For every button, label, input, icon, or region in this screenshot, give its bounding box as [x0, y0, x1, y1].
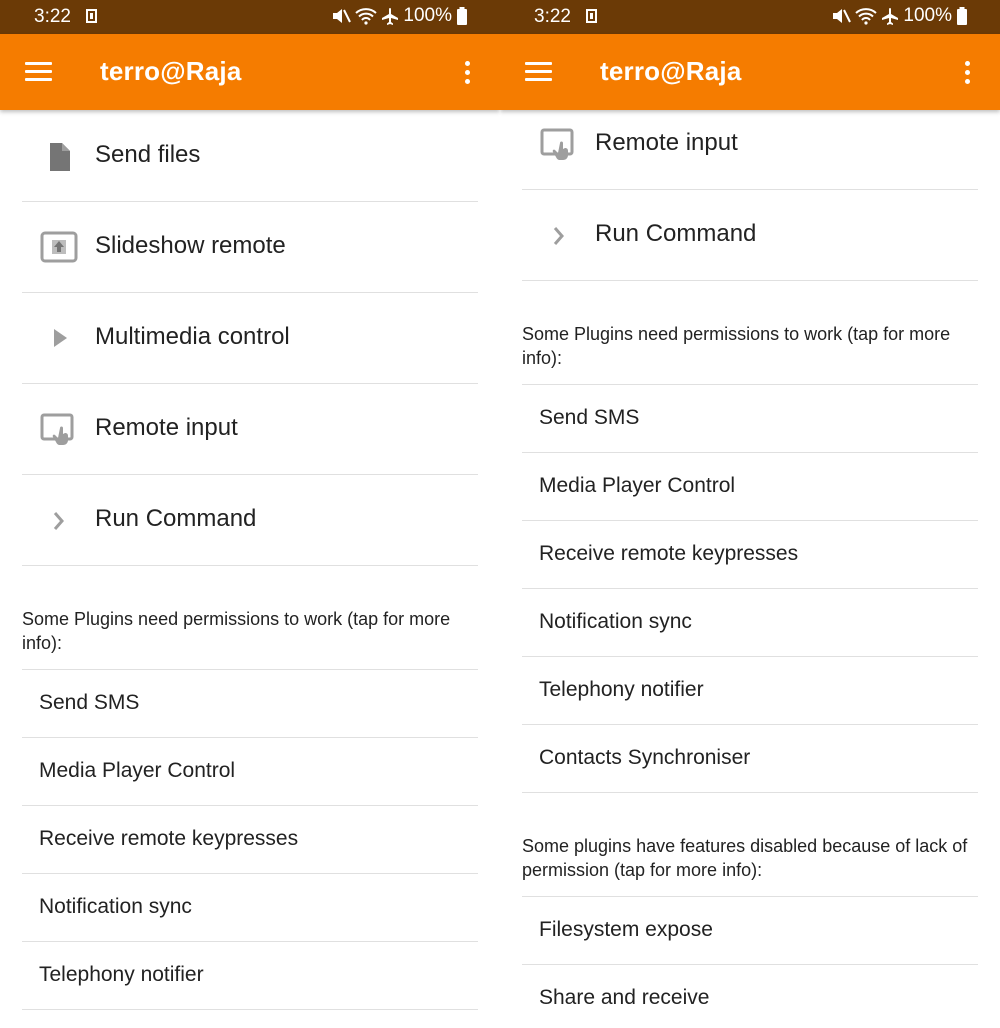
- plugin-send-files[interactable]: [22, 111, 478, 202]
- permission-item[interactable]: [522, 453, 978, 521]
- permission-label: Notification sync: [539, 610, 692, 633]
- menu-icon[interactable]: [525, 62, 552, 82]
- right-screen: [500, 0, 1000, 1028]
- permission-label: Receive remote keypresses: [539, 542, 799, 565]
- disabled-features-note[interactable]: Some plugins have features disabled because of lack of permission (tap for more info):: [522, 793, 978, 897]
- permissions-note[interactable]: Some Plugins need permissions to work (tap for more info):: [522, 281, 978, 385]
- airplane-mode-icon: [881, 7, 899, 25]
- plugin-remote-input[interactable]: [522, 99, 978, 190]
- permission-label: Contacts Synchroniser: [539, 746, 751, 769]
- plugin-list: [522, 99, 978, 1028]
- touchpad-icon: [40, 412, 78, 448]
- device-title: terro@Raja: [100, 56, 242, 86]
- disabled-feature-label: Share and receive: [539, 986, 710, 1009]
- battery-icon: [456, 7, 468, 25]
- permission-item[interactable]: [522, 657, 978, 725]
- chevron-right-icon: [40, 503, 78, 539]
- more-options-icon[interactable]: [463, 61, 471, 85]
- touchpad-icon: [540, 127, 578, 163]
- plugin-remote-input[interactable]: [22, 384, 478, 475]
- slideshow-icon: [40, 230, 78, 266]
- status-bar: [0, 0, 500, 34]
- file-icon: [40, 139, 78, 175]
- status-bar: [500, 0, 1000, 34]
- battery-percent: 100%: [403, 5, 452, 26]
- permission-item[interactable]: [22, 738, 478, 806]
- plugin-multimedia-control[interactable]: [22, 293, 478, 384]
- permission-item[interactable]: [22, 874, 478, 942]
- plugin-label: Remote input: [95, 414, 238, 441]
- wifi-icon: [355, 7, 377, 25]
- permission-label: Receive remote keypresses: [39, 827, 299, 850]
- permission-label: Media Player Control: [39, 759, 236, 782]
- permission-label: Notification sync: [39, 895, 192, 918]
- plugin-run-command[interactable]: [522, 190, 978, 281]
- permission-item[interactable]: [522, 385, 978, 453]
- plugin-label: Run Command: [95, 505, 257, 532]
- permission-label: Telephony notifier: [39, 963, 204, 986]
- plugin-label: Slideshow remote: [95, 232, 286, 259]
- permission-item[interactable]: [522, 589, 978, 657]
- permission-item[interactable]: [522, 521, 978, 589]
- permission-label: Send SMS: [539, 406, 640, 429]
- airplane-mode-icon: [381, 7, 399, 25]
- permission-item[interactable]: [22, 670, 478, 738]
- disabled-feature-item[interactable]: [522, 965, 978, 1028]
- permission-label: Send SMS: [39, 691, 140, 714]
- plugin-label: Send files: [95, 141, 201, 168]
- mute-icon: [331, 7, 351, 25]
- plugin-list: [22, 111, 478, 1010]
- permissions-note[interactable]: Some Plugins need permissions to work (tap for more info):: [22, 566, 478, 670]
- sim-card-icon: [586, 9, 597, 23]
- plugin-run-command[interactable]: [22, 475, 478, 566]
- sim-card-icon: [86, 9, 97, 23]
- battery-percent: 100%: [903, 5, 952, 26]
- device-title: terro@Raja: [600, 56, 742, 86]
- plugin-label: Run Command: [595, 220, 757, 247]
- battery-icon: [956, 7, 968, 25]
- permission-item[interactable]: [522, 725, 978, 793]
- wifi-icon: [855, 7, 877, 25]
- status-time: 3:22: [34, 6, 71, 27]
- chevron-right-icon: [540, 218, 578, 254]
- mute-icon: [831, 7, 851, 25]
- permission-label: Media Player Control: [539, 474, 736, 497]
- permission-item[interactable]: [22, 942, 478, 1010]
- disabled-feature-label: Filesystem expose: [539, 918, 713, 941]
- app-bar: [500, 34, 1000, 110]
- plugin-slideshow-remote[interactable]: [22, 202, 478, 293]
- more-options-icon[interactable]: [963, 61, 971, 85]
- disabled-feature-item[interactable]: [522, 897, 978, 965]
- plugin-label: Multimedia control: [95, 323, 290, 350]
- app-bar: [0, 34, 500, 110]
- permission-label: Telephony notifier: [539, 678, 704, 701]
- play-icon: [40, 321, 78, 357]
- plugin-label: Remote input: [595, 129, 738, 156]
- status-time: 3:22: [534, 6, 571, 27]
- menu-icon[interactable]: [25, 62, 52, 82]
- permission-item[interactable]: [22, 806, 478, 874]
